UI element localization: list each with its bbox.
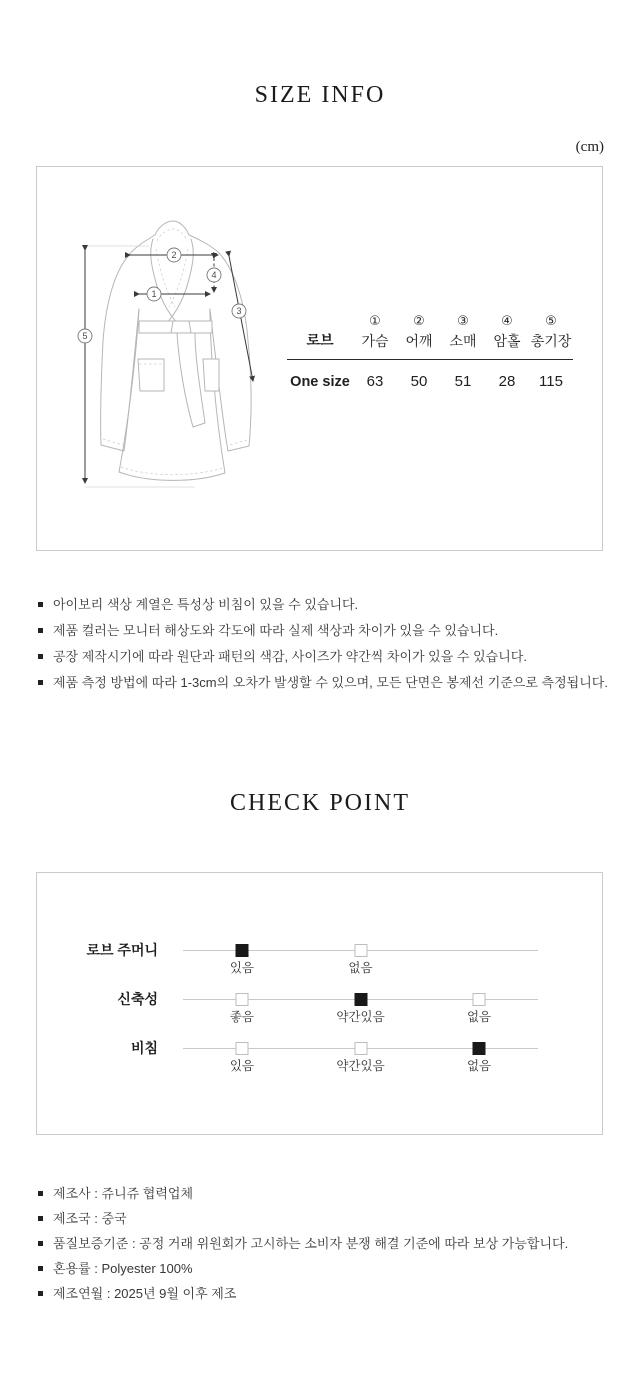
col-num: ③ [457,313,469,328]
checkpoint-label: 로브 주머니 [86,942,158,958]
value-shoulder: 50 [410,373,428,390]
checkpoint-row-sheer [37,1039,604,1085]
bullet-icon [38,1266,43,1271]
option-label: 약간있음 [336,1010,385,1024]
measure-sleeve [229,256,253,381]
option-marker [235,1042,248,1055]
checkpoint-scale-line [183,950,538,975]
list-item [38,675,608,690]
checkpoint-scale-line [183,1048,538,1073]
option-marker [235,993,248,1006]
info-text: 제조국 : 중국 [53,1211,127,1226]
checkpoint-option [321,951,401,976]
checkpoint-option [321,1000,401,1025]
list-item [38,597,608,612]
size-table-header-row [287,313,573,360]
checkpoint-option [439,1000,519,1025]
option-label: 있음 [229,1059,254,1073]
option-label: 약간있음 [336,1059,385,1073]
col-label: 어깨 [405,333,433,349]
size-name-cell: One size [290,374,350,390]
option-marker [473,1042,486,1055]
checkpoint-row-pocket [37,941,604,987]
info-text: 혼용률 : Polyester 100% [53,1261,193,1276]
size-table-col-chest [353,313,397,360]
size-table-col-armhole [485,313,529,360]
bullet-icon [38,654,43,659]
info-text: 제조사 : 쥬니쥬 협력업체 [53,1186,194,1201]
size-info-box [36,166,603,551]
checkpoint-option [321,1049,401,1074]
option-marker [473,993,486,1006]
bullet-icon [38,628,43,633]
marker-5: 5 [82,331,88,341]
list-item [38,1236,608,1251]
checkpoint-option [202,951,282,976]
checkpoint-label: 비침 [130,1040,158,1056]
col-label: 가슴 [361,333,389,349]
bullet-icon [38,1291,43,1296]
check-point-title: CHECK POINT [229,790,410,816]
bullet-icon [38,1241,43,1246]
measure-total-length [78,250,92,483]
marker-3: 3 [236,306,242,316]
list-item [38,649,608,664]
size-table-col-sleeve [441,313,485,360]
robe-measurement-diagram [67,209,287,499]
option-marker [354,944,367,957]
checkpoint-row-stretch [37,990,604,1036]
option-marker [354,1042,367,1055]
bullet-icon [38,1216,43,1221]
col-num: ⑤ [545,313,557,328]
list-item [38,1211,608,1226]
checkpoint-scale-line [183,999,538,1024]
option-label: 없음 [466,1059,492,1073]
bullet-icon [38,602,43,607]
option-label: 있음 [229,961,254,975]
col-label: 소매 [449,333,477,349]
note-text: 공장 제작시기에 따라 원단과 패턴의 색감, 사이즈가 약간씩 차이가 있을 수 있습니다. [53,649,527,664]
size-notes-list [38,597,608,701]
measure-chest [139,287,210,301]
marker-1: 1 [151,289,157,299]
size-info-title: SIZE INFO [254,82,386,108]
list-item [38,1261,608,1276]
col-num: ② [413,313,425,328]
size-table-col-shoulder [397,313,441,360]
measure-armhole [207,258,221,292]
option-label: 없음 [466,1010,492,1024]
checkpoint-option [202,1049,282,1074]
check-point-box [36,872,603,1135]
bullet-icon [38,1191,43,1196]
checkpoint-option [202,1000,282,1025]
checkpoint-label: 신축성 [117,991,158,1007]
info-text: 제조연월 : 2025년 9월 이후 제조 [53,1286,237,1301]
checkpoint-option [439,1049,519,1074]
option-marker [354,993,367,1006]
list-item [38,1186,608,1201]
col-num: ① [369,313,381,328]
value-length: 115 [539,373,563,390]
value-sleeve: 51 [454,373,472,390]
note-text: 제품 측정 방법에 따라 1-3cm의 오차가 발생할 수 있으며, 모든 단면은 봉제선 기준으로 측정됩니다. [53,675,608,690]
list-item [38,1286,608,1301]
marker-4: 4 [211,270,217,280]
col-num: ④ [501,313,513,328]
option-label: 없음 [348,961,373,975]
note-text: 제품 컬러는 모니터 해상도와 각도에 따라 실제 색상과 차이가 있을 수 있습니다. [53,623,499,638]
size-table [287,313,573,390]
product-info-list [38,1186,608,1311]
option-label: 좋음 [229,1010,254,1024]
value-armhole: 28 [498,373,516,390]
info-text: 품질보증기준 : 공정 거래 위원회가 고시하는 소비자 분쟁 해결 기준에 따라 보상 가능합니다. [53,1236,569,1251]
measure-shoulder [130,248,218,262]
note-text: 아이보리 색상 계열은 특성상 비침이 있을 수 있습니다. [53,597,359,612]
list-item [38,623,608,638]
col-label: 총기장 [530,333,572,349]
bullet-icon [38,680,43,685]
marker-2: 2 [171,250,177,260]
col-label: 암홀 [493,333,521,349]
size-table-data-row [287,360,573,391]
value-chest: 63 [366,373,384,390]
size-table-row-header: 로브 [287,313,353,360]
option-marker [235,944,248,957]
size-table-col-length [529,313,573,360]
unit-label: (cm) [575,139,604,155]
